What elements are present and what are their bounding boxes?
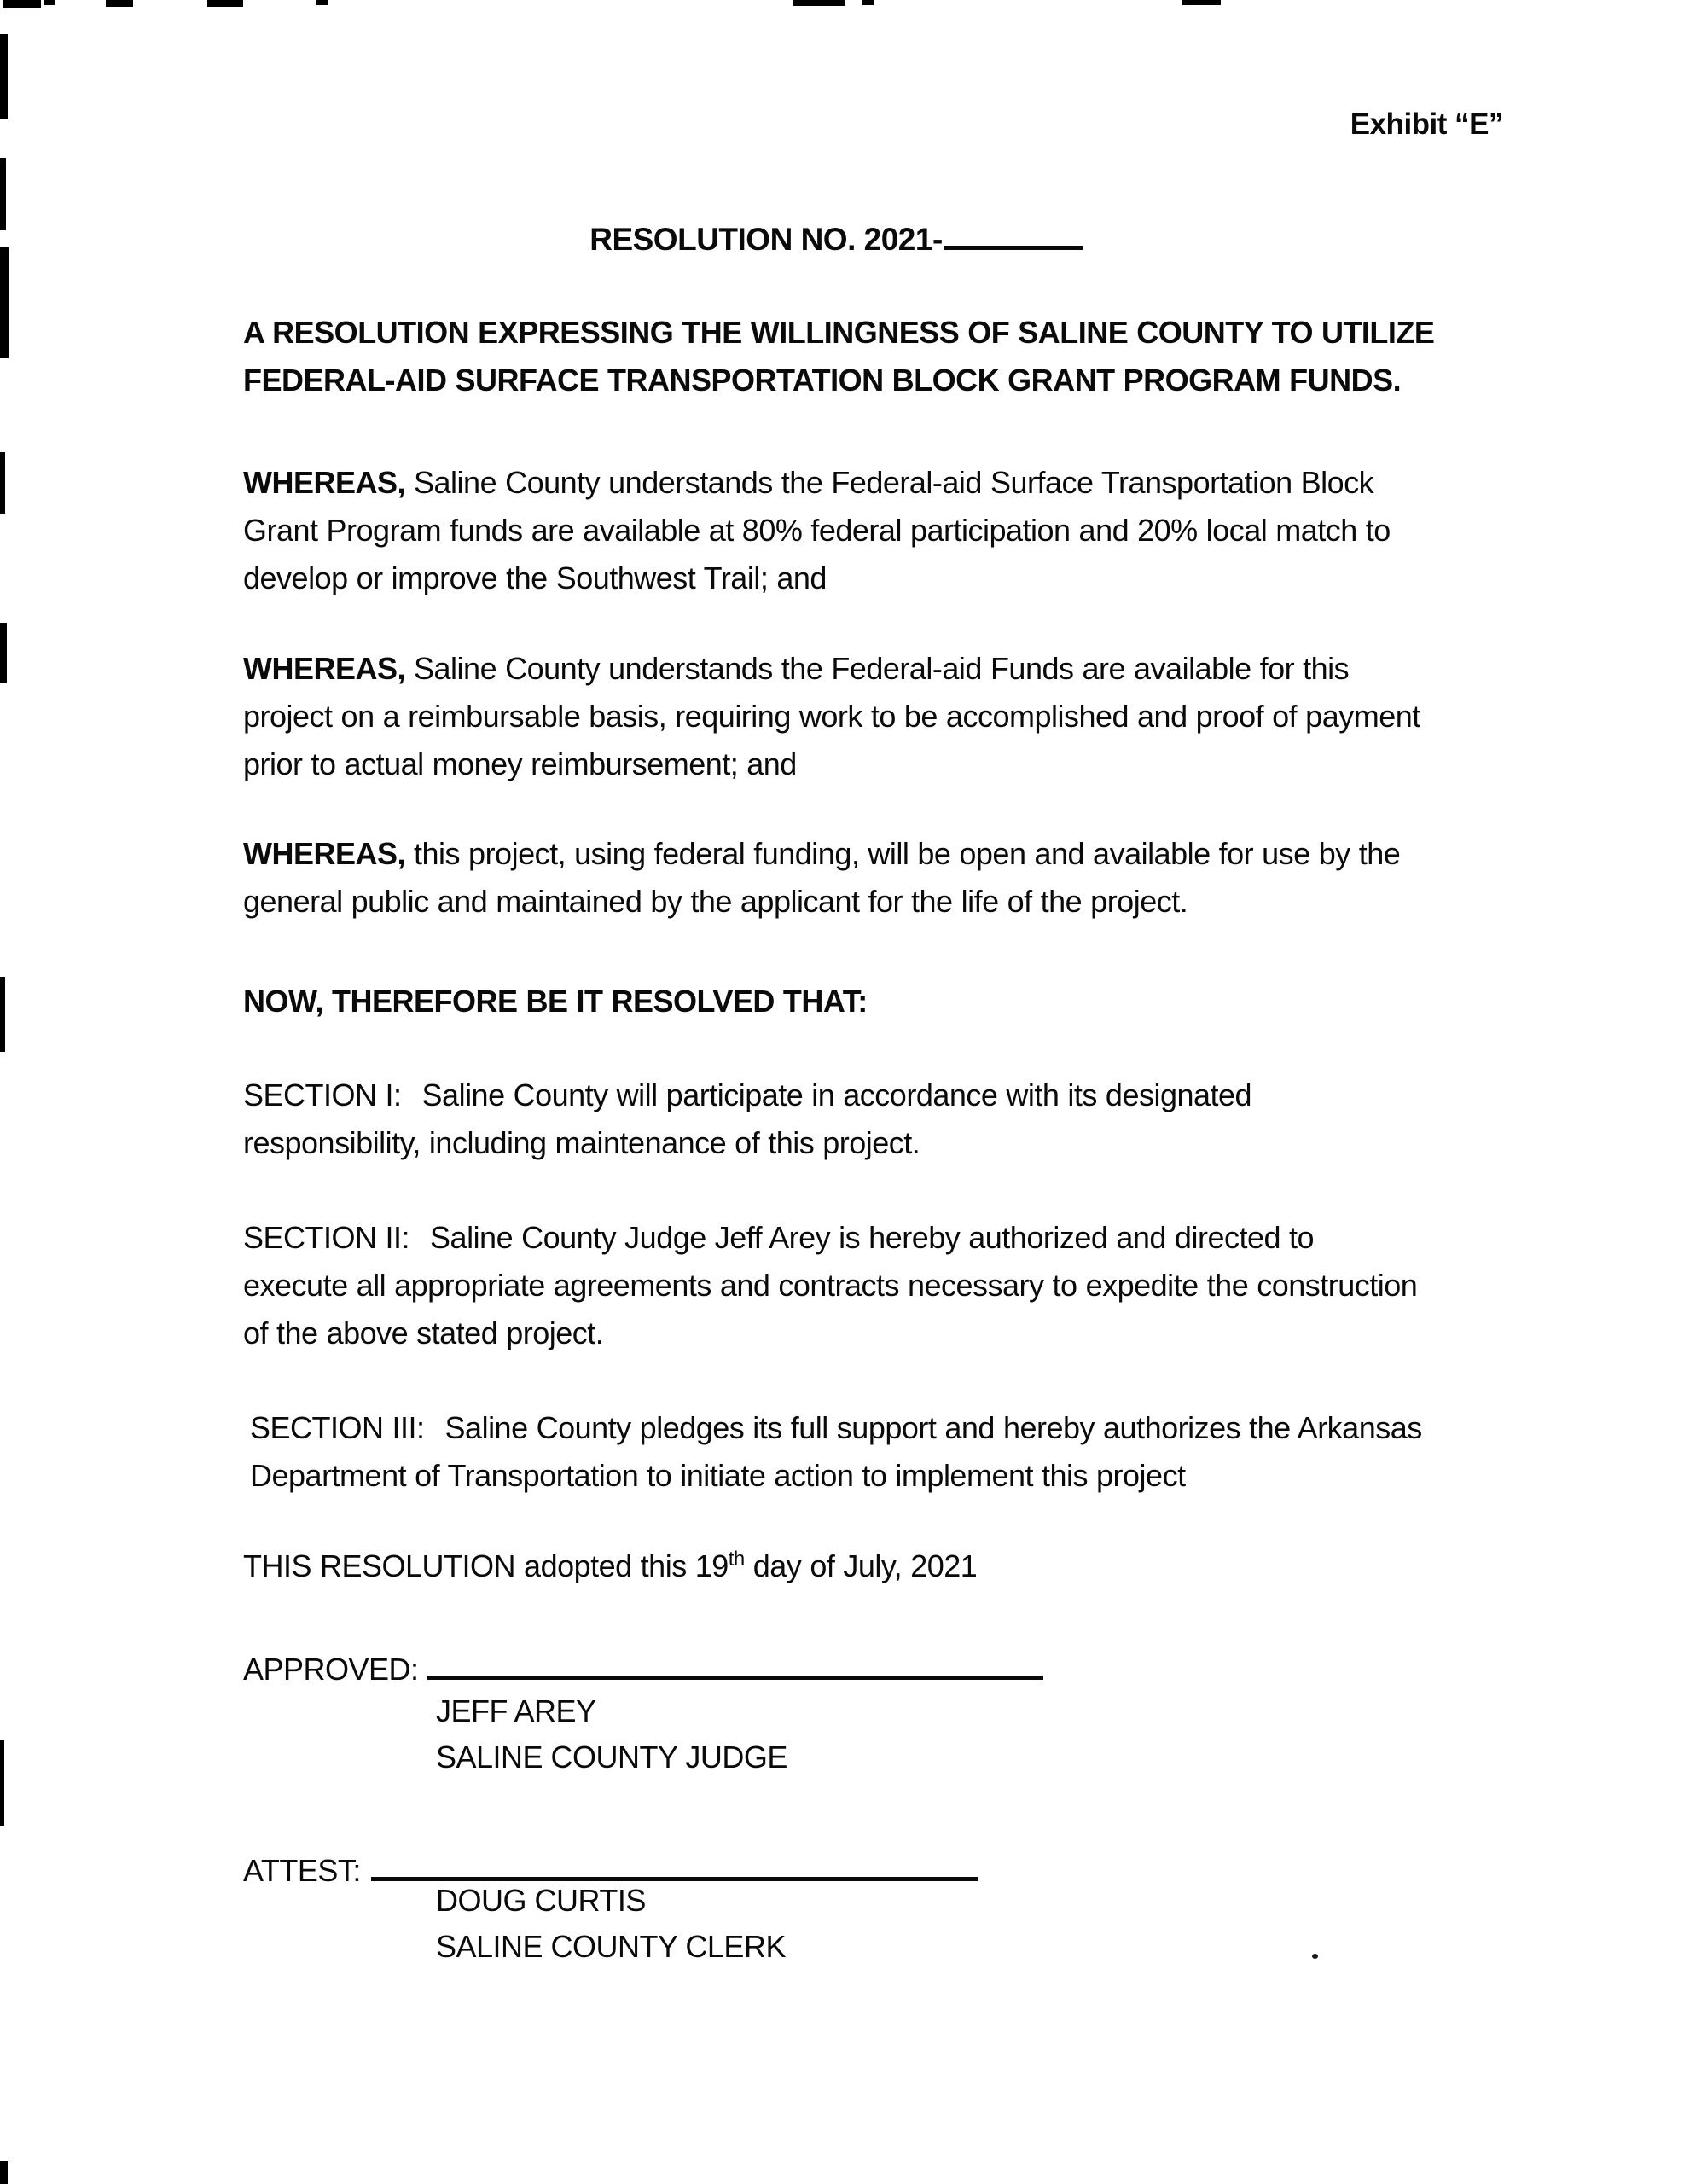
scan-artifact [0, 452, 5, 514]
scan-artifact [106, 0, 133, 7]
attest-signer-title: SALINE COUNTY CLERK [436, 1929, 786, 1964]
resolution-number-heading [243, 212, 1429, 258]
approved-signature-row [243, 1640, 1043, 1691]
attest-signature-line [371, 1841, 978, 1881]
approved-label: APPROVED: [243, 1652, 419, 1687]
scan-artifact [316, 0, 328, 5]
scan-artifact [0, 2161, 8, 2184]
scan-artifact [0, 977, 5, 1052]
resolution-number-text: RESOLUTION NO. 2021- [589, 222, 943, 257]
scan-artifact [793, 0, 845, 6]
section-body: Saline County pledges its full support and hereby authorizes the Arkansas Department of Transportation to initiate action to implement this project [250, 1410, 1422, 1493]
adoption-statement [243, 1542, 1420, 1590]
attest-signer-name: DOUG CURTIS [436, 1883, 646, 1918]
adoption-prefix: THIS RESOLUTION adopted this 19 [243, 1548, 729, 1583]
adoption-suffix: day of July, 2021 [744, 1548, 978, 1583]
scan-artifact [1182, 0, 1221, 5]
section-body: Saline County Judge Jeff Arey is hereby authorized and directed to execute all appropriate agreements and contracts necessary to expedite the construction of the above stated project. [243, 1220, 1418, 1350]
resolution-title: A RESOLUTION EXPRESSING THE WILLINGNESS OF SALINE COUNTY TO UTILIZE FEDERAL-AID SURFACE TRANSPORTATION BLOCK GRANT PROGRAM FUNDS. [243, 315, 1435, 398]
whereas-body: this project, using federal funding, will be open and available for use by the general public and maintained by the applicant for the life of the project. [243, 836, 1401, 919]
scan-artifact [0, 34, 8, 119]
adoption-ordinal-suffix: th [728, 1548, 745, 1571]
scan-artifact [862, 0, 874, 5]
whereas-clause-2 [243, 645, 1420, 788]
whereas-lead: WHEREAS, [243, 836, 406, 871]
attest-label: ATTEST: [243, 1853, 361, 1888]
scan-artifact [0, 623, 7, 682]
section-label: SECTION II: [243, 1220, 410, 1255]
whereas-lead: WHEREAS, [243, 651, 406, 686]
scan-artifact [0, 158, 6, 230]
whereas-clause-1 [243, 459, 1420, 602]
scan-artifact [44, 0, 55, 5]
resolved-clause: NOW, THEREFORE BE IT RESOLVED THAT: [243, 984, 868, 1019]
whereas-clause-3 [243, 830, 1420, 926]
section-1 [243, 1072, 1420, 1167]
section-3 [250, 1404, 1427, 1500]
whereas-body: Saline County understands the Federal-aid Funds are available for this project on a reimbursable basis, requiring work to be accomplished and proof of payment prior to actual money reimbursement; and [243, 651, 1420, 781]
whereas-lead: WHEREAS, [243, 465, 406, 500]
scan-artifact [0, 1740, 4, 1826]
section-label: SECTION I: [243, 1077, 402, 1112]
section-body: Saline County will participate in accordance with its designated responsibility, including maintenance of this project. [243, 1077, 1252, 1160]
section-2 [243, 1214, 1420, 1357]
exhibit-label: Exhibit “E” [1350, 107, 1503, 141]
approved-signature-line [427, 1640, 1043, 1680]
scan-artifact [1312, 1954, 1318, 1959]
scan-artifact [0, 247, 9, 358]
whereas-body: Saline County understands the Federal-aid Surface Transportation Block Grant Program funds are available at 80% federal participation and 20% local match to develop or improve the Southwest Trail; and [243, 465, 1391, 595]
section-label: SECTION III: [250, 1410, 425, 1445]
approved-signer-title: SALINE COUNTY JUDGE [436, 1740, 787, 1774]
resolution-number-blank-line [944, 212, 1083, 250]
scan-artifact [207, 0, 243, 7]
approved-signer-name: JEFF AREY [436, 1693, 596, 1728]
scan-artifact [3, 0, 41, 8]
